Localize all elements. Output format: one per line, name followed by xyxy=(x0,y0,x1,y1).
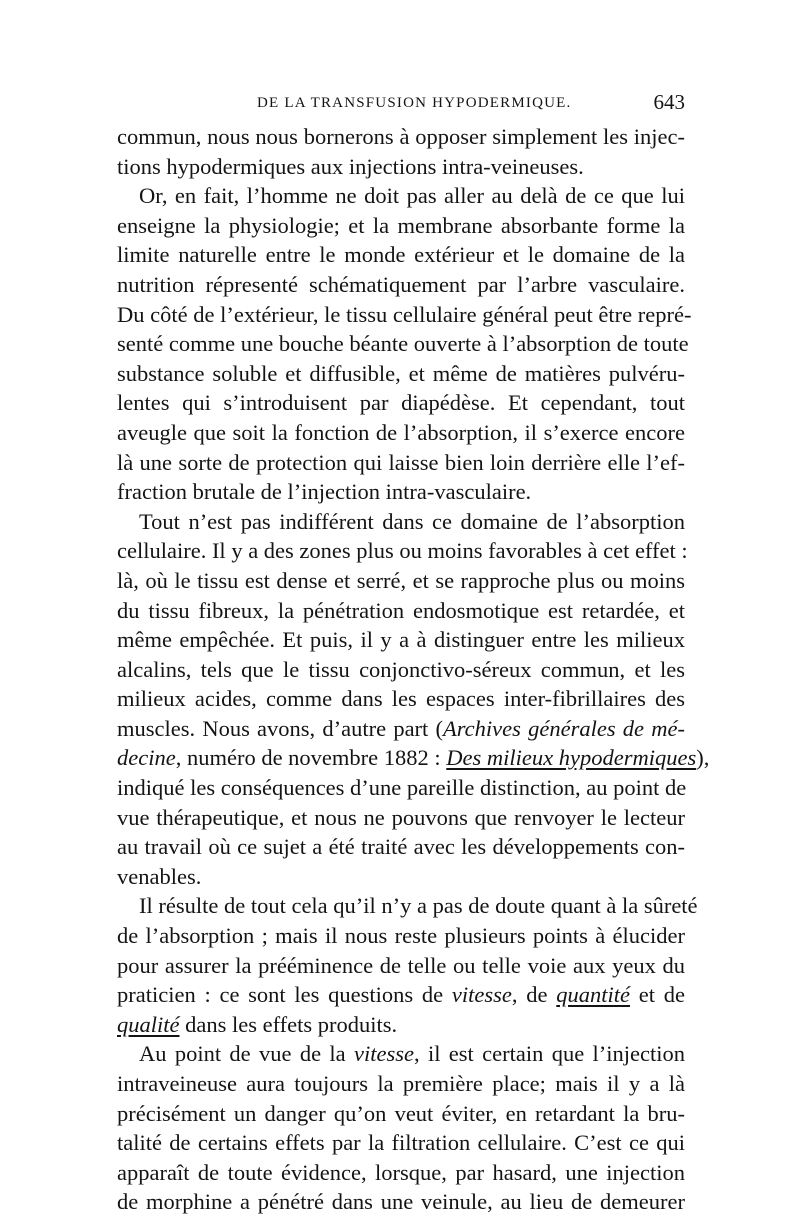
text-line xyxy=(117,684,685,714)
text-line xyxy=(117,921,685,951)
text-segment: précisément un danger qu’on veut éviter, en retardant la bru- xyxy=(117,1100,685,1126)
body-text xyxy=(117,122,710,1217)
text-line xyxy=(117,1039,685,1069)
text-segment: du tissu fibreux, la pénétration endosmotique est retardée, et xyxy=(117,597,685,623)
text-segment: , il est certain que l’injection xyxy=(414,1041,685,1067)
text-segment: de l’absorption ; mais il nous reste plusieurs points à élucider xyxy=(117,923,685,949)
text-segment: substance soluble et diffusible, et même de matières pulvéru- xyxy=(117,360,685,386)
text-segment: muscles. Nous avons, d’autre part ( xyxy=(117,715,444,741)
text-segment: là une sorte de protection qui laisse bien loin derrière elle l’ef- xyxy=(117,449,685,475)
text-line xyxy=(117,270,685,300)
text-segment: pour assurer la prééminence de telle ou telle voie aux yeux du xyxy=(117,952,685,978)
text-segment: de morphine a pénétré dans une veinule, au lieu de demeurer xyxy=(117,1189,685,1215)
text-line xyxy=(117,329,689,359)
text-segment: indiqué les conséquences d’une pareille distinction, au point de xyxy=(117,775,687,801)
text-segment: Tout n’est pas indifférent dans ce domaine de l’absorption xyxy=(139,508,685,534)
italic-text: qualité xyxy=(117,1011,180,1037)
text-line xyxy=(117,803,685,833)
text-segment: commun, nous nous bornerons à opposer simplement les injec- xyxy=(117,124,685,149)
text-line xyxy=(117,625,685,655)
italic-text: quantité xyxy=(556,982,631,1008)
text-line xyxy=(117,1099,685,1129)
text-line xyxy=(117,536,688,566)
text-line xyxy=(117,448,685,478)
text-line xyxy=(117,152,685,182)
text-segment: apparaît de toute évidence, lorsque, par hasard, une injection xyxy=(117,1159,685,1185)
text-line xyxy=(117,832,685,862)
text-line xyxy=(117,1069,685,1099)
running-head xyxy=(117,92,685,122)
text-line xyxy=(117,714,685,744)
text-segment: là, où le tissu est dense et serré, et se rapproche plus ou moins xyxy=(117,567,685,593)
text-line xyxy=(117,596,685,626)
text-segment: vue thérapeutique, et nous ne pouvons que renvoyer le lecteur xyxy=(117,804,685,830)
book-page xyxy=(117,90,710,1217)
text-line xyxy=(117,359,685,389)
text-line xyxy=(117,1010,685,1040)
text-segment: limite naturelle entre le monde extérieur et le domaine de la xyxy=(117,242,685,268)
running-title: DE LA TRANSFUSION HYPODERMIQUE. xyxy=(257,95,572,111)
text-segment: Au point de vue de la xyxy=(139,1041,355,1067)
text-line xyxy=(117,388,685,418)
text-segment: talité de certains effets par la filtration cellulaire. C’est ce qui xyxy=(117,1130,685,1156)
text-segment: lentes qui s’introduisent par diapédèse. Et cependant, tout xyxy=(117,390,685,416)
text-line xyxy=(117,773,685,803)
text-segment: fraction brutale de l’injection intra-vasculaire. xyxy=(117,479,532,505)
text-line xyxy=(117,951,685,981)
text-segment: milieux acides, comme dans les espaces inter-fibrillaires des xyxy=(117,686,685,712)
text-line xyxy=(117,507,685,537)
text-line xyxy=(117,477,685,507)
text-line xyxy=(117,655,685,685)
text-line xyxy=(117,300,692,330)
text-segment: ), xyxy=(696,745,710,771)
italic-text: vitesse xyxy=(451,982,512,1008)
text-segment: senté comme une bouche béante ouverte à l’absorption de toute xyxy=(117,331,689,357)
text-segment: aveugle que soit la fonction de l’absorption, il s’exerce encore xyxy=(117,419,685,445)
text-line xyxy=(117,181,685,211)
italic-text: Archives générales de mé- xyxy=(443,715,685,741)
text-segment: Or, en fait, l’homme ne doit pas aller au delà de ce que lui xyxy=(139,183,685,209)
text-segment: cellulaire. Il y a des zones plus ou moins favorables à cet effet : xyxy=(117,538,688,564)
text-line xyxy=(117,240,685,270)
text-line xyxy=(117,566,685,596)
text-segment: Du côté de l’extérieur, le tissu cellulaire général peut être repré- xyxy=(117,301,692,327)
italic-text: Des milieux hypodermiques xyxy=(446,745,697,771)
page-number: 643 xyxy=(653,90,685,114)
text-line xyxy=(117,418,685,448)
text-segment: venables. xyxy=(117,863,202,889)
text-segment: nutrition répresenté schématiquement par l’arbre vasculaire. xyxy=(117,271,685,297)
text-segment: , numéro de novembre 1882 : xyxy=(175,745,447,771)
text-line xyxy=(117,122,685,152)
text-line xyxy=(117,862,685,892)
italic-text: decine xyxy=(117,745,176,771)
text-segment: intraveineuse aura toujours la première place; mais il y a là xyxy=(117,1071,685,1096)
text-line xyxy=(117,980,685,1010)
text-line xyxy=(117,1187,685,1217)
text-line xyxy=(117,891,698,921)
text-segment: enseigne la physiologie; et la membrane absorbante forme la xyxy=(117,212,685,238)
text-segment: , de xyxy=(511,982,557,1008)
text-line xyxy=(117,1128,685,1158)
text-segment: dans les effets produits. xyxy=(179,1011,398,1037)
text-segment: tions hypodermiques aux injections intra-veineuses. xyxy=(117,153,584,179)
text-line xyxy=(117,211,685,241)
text-segment: et de xyxy=(630,982,685,1008)
italic-text: vitesse xyxy=(354,1041,414,1067)
text-line xyxy=(117,1158,685,1188)
text-segment: au travail où ce sujet a été traité avec les développements con- xyxy=(117,834,685,860)
text-segment: praticien : ce sont les questions de xyxy=(117,982,452,1008)
text-segment: même empêchée. Et puis, il y a à distinguer entre les milieux xyxy=(117,627,685,653)
text-segment: alcalins, tels que le tissu conjonctivo-séreux commun, et les xyxy=(117,656,685,682)
text-line xyxy=(117,743,710,773)
text-segment: Il résulte de tout cela qu’il n’y a pas de doute quant à la sûreté xyxy=(139,893,698,919)
